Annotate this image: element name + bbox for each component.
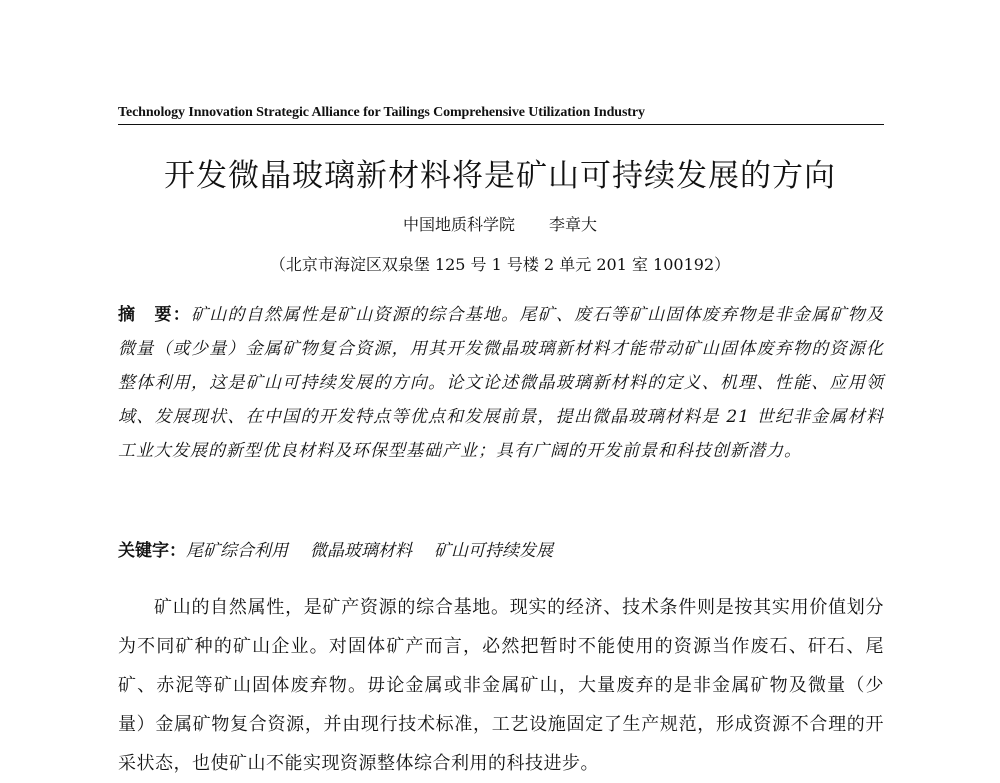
keyword-item: 尾矿综合利用: [186, 541, 288, 561]
author-institution: 中国地质科学院: [402, 215, 515, 234]
header-rule: [118, 124, 884, 125]
running-header: Technology Innovation Strategic Alliance for Tailings Comprehensive Utilization Industry: [118, 105, 645, 120]
author-line: [0, 212, 1000, 235]
article-title: 开发微晶玻璃新材料将是矿山可持续发展的方向: [164, 158, 836, 194]
author-address: （北京市海淀区双泉堡 125 号 1 号楼 2 单元 201 室 100192）: [269, 255, 731, 274]
keywords: [118, 536, 884, 566]
body-paragraph: 矿山的自然属性，是矿产资源的综合基地。现实的经济、技术条件则是按其实用价值划分为不同矿种的矿山企业。对固体矿产而言，必然把暂时不能使用的资源当作废石、矸石、尾矿、赤泥等矿山固体废弃物。毋论金属或非金属矿山，大量废弃的是非金属矿物及微量（少量）金属矿物复合资源，并由现行技术标准，工艺设施固定了生产规范，形成资源不合理的开采状态，也使矿山不能实现资源整体综合利用的科技进步。: [118, 597, 884, 774]
keywords-label: 关键字：: [118, 541, 186, 561]
author-name: 李章大: [549, 215, 598, 234]
abstract-text: 矿山的自然属性是矿山资源的综合基地。尾矿、废石等矿山固体废弃物是非金属矿物及微量（或少量）金属矿物复合资源，用其开发微晶玻璃新材料才能带动矿山固体废弃物的资源化整体利用，这是矿山可持续发展的方向。论文论述微晶玻璃新材料的定义、机理、性能、应用领域、发展现状、在中国的开发特点等优点和发展前景，提出微晶玻璃材料是 21 世纪非金属材料工业大发展的新型优良材料及环保型基础产业；具有广阔的开发前景和科技创新潜力。: [118, 305, 885, 461]
abstract-label: 摘 要：: [118, 305, 191, 325]
keyword-item: 微晶玻璃材料: [310, 541, 412, 561]
abstract: [118, 298, 884, 468]
keyword-item: 矿山可持续发展: [434, 541, 553, 561]
